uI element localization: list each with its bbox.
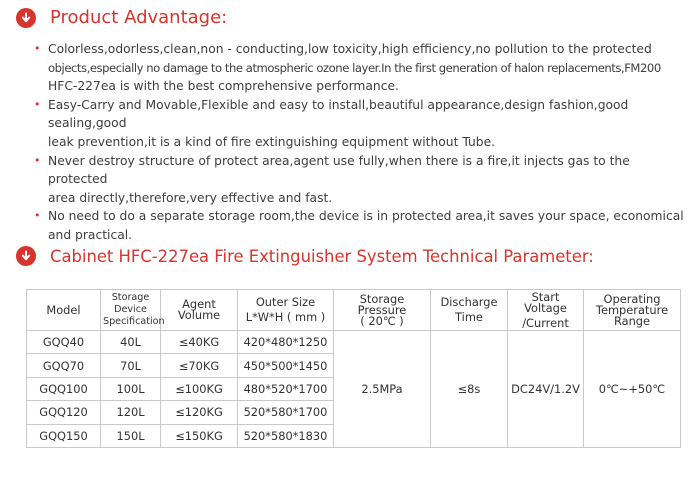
- cell-pressure: 2.5MPa: [334, 331, 431, 448]
- cell-spec: 40L: [101, 331, 161, 354]
- header-start-voltage: Start Voltage /Current: [508, 290, 584, 331]
- section-title: Product Advantage:: [50, 7, 228, 28]
- list-item: • Easy-Carry and Movable,Flexible and easy to install,beautiful appearance,design fashion,good sealing,good leak prevention,it is a kind of fire extinguishing equipment without Tube.: [34, 96, 684, 152]
- parameter-table: [26, 289, 681, 448]
- cell-model: GQQ70: [27, 354, 101, 377]
- cell-spec: 120L: [101, 401, 161, 424]
- cell-size: 480*520*1700: [238, 377, 334, 400]
- cell-agent: ≤100KG: [161, 377, 238, 400]
- advantage-list: [34, 40, 684, 245]
- list-item-line: Never destroy structure of protect area,agent use fully,when there is a fire,it injects gas to the protected: [48, 153, 630, 187]
- table-header-row: [27, 290, 681, 331]
- header-model: Model: [27, 290, 101, 331]
- table-row: [27, 331, 681, 354]
- cell-size: 520*580*1700: [238, 401, 334, 424]
- cell-model: GQQ120: [27, 401, 101, 424]
- cell-agent: ≤40KG: [161, 331, 238, 354]
- cell-spec: 100L: [101, 377, 161, 400]
- list-item-line: Easy-Carry and Movable,Flexible and easy to install,beautiful appearance,design fashion,good sealing,good: [48, 97, 629, 131]
- cell-temperature: 0℃~+50℃: [584, 331, 681, 448]
- cell-size: 420*480*1250: [238, 331, 334, 354]
- product-advantage-heading: [16, 7, 227, 28]
- header-outer-size: Outer Size L*W*H ( mm ): [238, 290, 334, 331]
- list-item: • No need to do a separate storage room,the device is in protected area,it saves your space, economical and practical.: [34, 207, 684, 244]
- list-item-line: and practical.: [48, 227, 133, 242]
- cell-model: GQQ40: [27, 331, 101, 354]
- list-item-line: No need to do a separate storage room,the device is in protected area,it saves your space, economical: [48, 209, 684, 224]
- header-operating-temp: Operating Temperature Range: [584, 290, 681, 331]
- cell-model: GQQ150: [27, 424, 101, 447]
- cell-agent: ≤70KG: [161, 354, 238, 377]
- list-item-line: HFC-227ea is with the best comprehensive performance.: [48, 79, 399, 94]
- header-storage-pressure: Storage Pressure ( 20℃ ): [334, 290, 431, 331]
- cell-voltage: DC24V/1.2V: [508, 331, 584, 448]
- list-item: • Never destroy structure of protect area,agent use fully,when there is a fire,it injects gas to the protected area directly,therefore,very effective and fast.: [34, 152, 684, 208]
- list-item-line: leak prevention,it is a kind of fire extinguishing equipment without Tube.: [48, 134, 496, 149]
- list-item-line: area directly,therefore,very effective and fast.: [48, 190, 333, 205]
- header-agent-volume: Agent Volume: [161, 290, 238, 331]
- list-item: • Colorless,odorless,clean,non - conducting,low toxicity,high efficiency,no pollution to the protected objects,especially no damage to the atmospheric ozone layer.In the first generation of halon replacements,FM200 HFC-227ea is with the best comprehensive performance.: [34, 40, 684, 96]
- section-title: Cabinet HFC-227ea Fire Extinguisher System Technical Parameter:: [50, 246, 594, 266]
- header-storage-spec: Storage Device Specification: [101, 290, 161, 331]
- technical-parameter-heading: [16, 246, 594, 266]
- cell-size: 520*580*1830: [238, 424, 334, 447]
- cell-agent: ≤150KG: [161, 424, 238, 447]
- chevron-down-circle-icon: [16, 246, 36, 266]
- header-discharge-time: Discharge Time: [431, 290, 508, 331]
- cell-discharge: ≤8s: [431, 331, 508, 448]
- cell-size: 450*500*1450: [238, 354, 334, 377]
- chevron-down-circle-icon: [16, 8, 36, 28]
- cell-agent: ≤120KG: [161, 401, 238, 424]
- cell-spec: 70L: [101, 354, 161, 377]
- list-item-line: objects,especially no damage to the atmospheric ozone layer.In the first generation of halon replacements,FM200: [48, 60, 661, 75]
- cell-spec: 150L: [101, 424, 161, 447]
- cell-model: GQQ100: [27, 377, 101, 400]
- list-item-line: Colorless,odorless,clean,non - conducting,low toxicity,high efficiency,no pollution to the protected: [48, 42, 652, 56]
